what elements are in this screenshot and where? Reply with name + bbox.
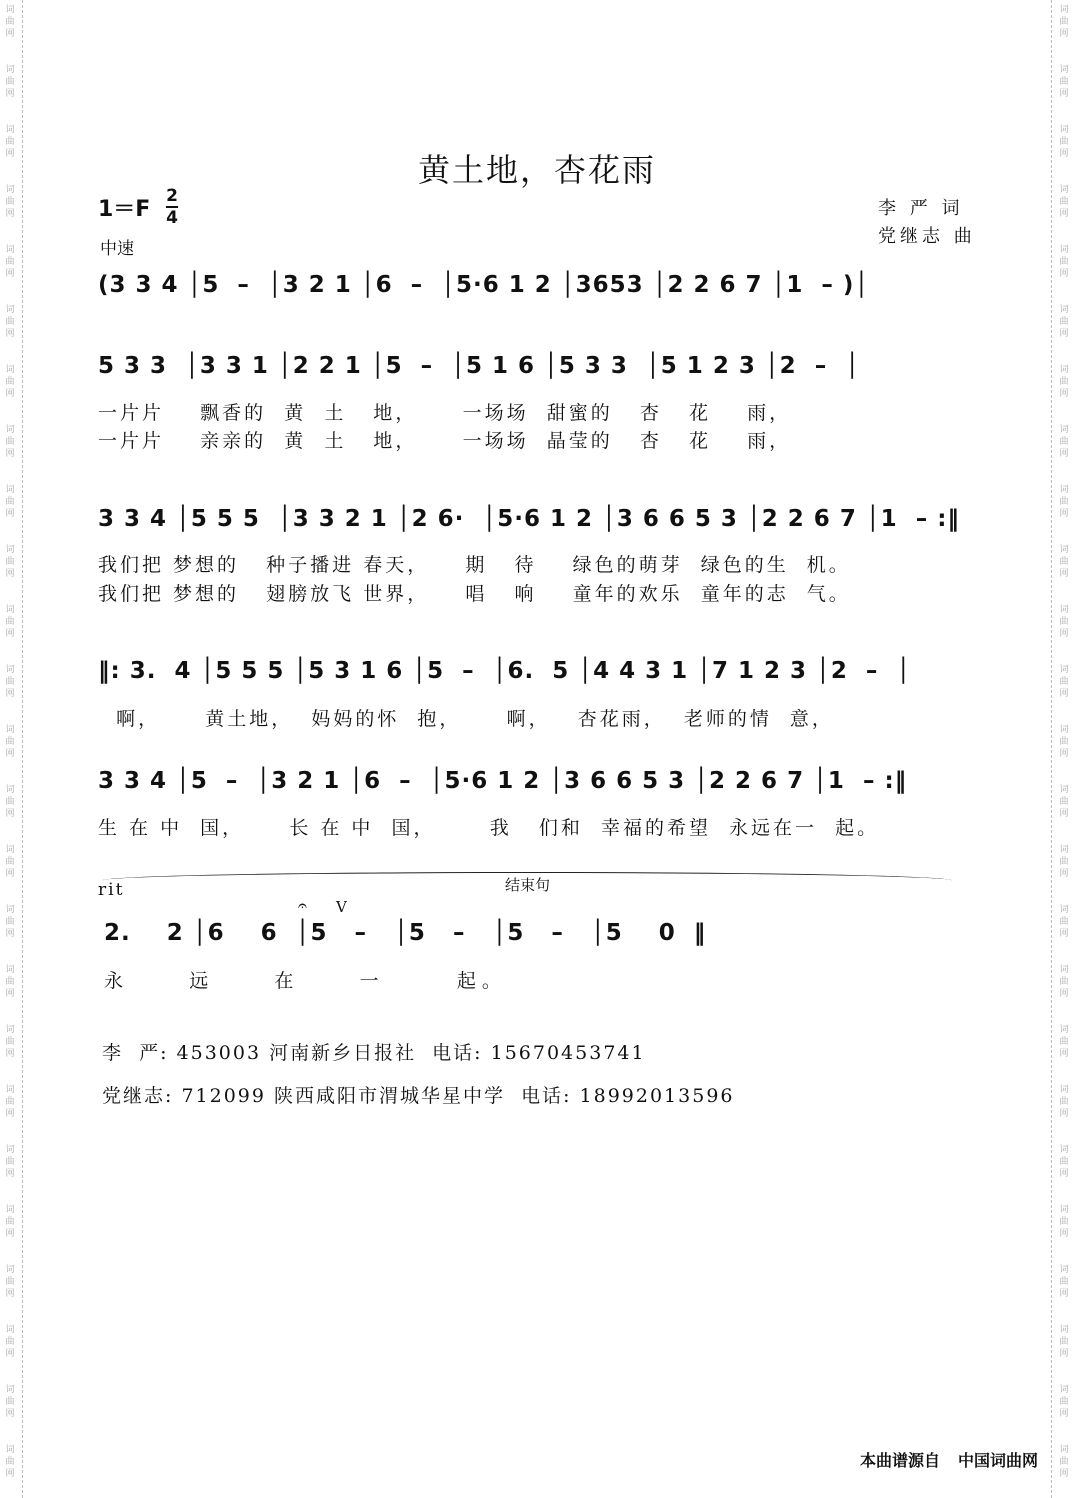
ending-notes: 2. 2 │6 6 │5 – │5 – │5 – │5 0 ‖ <box>104 920 707 946</box>
time-signature <box>166 186 178 228</box>
tempo-marking: 中速 <box>100 239 134 259</box>
source-label: 本曲谱源自 <box>859 1451 940 1470</box>
watermark-right: 词 曲 网 <box>1059 545 1069 579</box>
watermark-left: 词 曲 网 <box>5 1085 15 1119</box>
key-signature: 1＝F <box>98 197 151 222</box>
watermark-left: 词 曲 网 <box>5 965 15 999</box>
watermark-right: 词 曲 网 <box>1059 65 1069 99</box>
ending-label: 结束句 <box>505 876 551 894</box>
intro-notes: (3 3 4 │5 – │3 2 1 │6 – │5·6 1 2 │3653 │2 2 6 7 │1 – )│ <box>98 272 870 298</box>
watermark-left: 词 曲 网 <box>5 665 15 699</box>
watermark-right: 词 曲 网 <box>1059 125 1069 159</box>
watermark-left: 词 曲 网 <box>5 845 15 879</box>
watermark-right: 词 曲 网 <box>1059 1385 1069 1419</box>
watermark-left: 词 曲 网 <box>5 1325 15 1359</box>
chorus-notes: ‖: 3. 4 │5 5 5 │5 3 1 6 │5 – │6. 5 │4 4 3 1 │7 1 2 3 │2 – │ <box>98 658 912 684</box>
watermark-left: 词 曲 网 <box>5 425 15 459</box>
watermark-left: 词 曲 网 <box>5 485 15 519</box>
chorus-lyrics: 啊， 黄土地， 妈妈的怀 抱， 啊， 杏花雨， 老师的情 意， <box>98 708 834 730</box>
ritardando-marking: rit <box>98 880 125 900</box>
time-signature-bottom: 4 <box>166 208 178 228</box>
watermark-right: 词 曲 网 <box>1059 1145 1069 1179</box>
watermark-right: 词 曲 网 <box>1059 1265 1069 1299</box>
watermark-left: 词 曲 网 <box>5 1385 15 1419</box>
verse2-notes: 3 3 4 │5 5 5 │3 3 2 1 │2 6· │5·6 1 2 │3 6 6 5 3 │2 2 6 7 │1 – :‖ <box>98 506 960 532</box>
verse2-lyrics-2: 我们把 梦想的 翅膀放飞 世界， 唱 响 童年的欢乐 童年的志 气。 <box>98 583 851 605</box>
source-site: 中国词曲网 <box>957 1451 1038 1470</box>
watermark-right: 词 曲 网 <box>1059 1085 1069 1119</box>
watermark-left: 词 曲 网 <box>5 1265 15 1299</box>
watermark-left: 词 曲 网 <box>5 1205 15 1239</box>
time-signature-top: 2 <box>166 186 178 206</box>
watermark-left: 词 曲 网 <box>5 305 15 339</box>
watermark-right: 词 曲 网 <box>1059 845 1069 879</box>
watermark-right: 词 曲 网 <box>1059 965 1069 999</box>
watermark-left: 词 曲 网 <box>5 1145 15 1179</box>
watermark-right: 词 曲 网 <box>1059 5 1069 39</box>
source-credit <box>860 1448 1038 1471</box>
breath-mark: V <box>336 898 347 916</box>
contact-lyricist: 李 严: 453003 河南新乡日报社 电话: 15670453741 <box>102 1042 646 1064</box>
watermark-left: 词 曲 网 <box>5 5 15 39</box>
watermark-left: 词 曲 网 <box>5 545 15 579</box>
verse-notes: 5 3 3 │3 3 1 │2 2 1 │5 – │5 1 6 │5 3 3 │5 1 2 3 │2 – │ <box>98 353 861 379</box>
verse-lyrics-2: 一片片 亲亲的 黄 土 地， 一场场 晶莹的 杏 花 雨， <box>98 430 792 452</box>
watermark-right: 词 曲 网 <box>1059 1445 1069 1479</box>
verse2-lyrics-1: 我们把 梦想的 种子播进 春天， 期 待 绿色的萌芽 绿色的生 机。 <box>98 554 851 576</box>
watermark-right: 词 曲 网 <box>1059 785 1069 819</box>
watermark-left: 词 曲 网 <box>5 1445 15 1479</box>
composer-credit: 党继志 曲 <box>878 226 976 247</box>
watermark-right: 词 曲 网 <box>1059 905 1069 939</box>
song-title: 黄土地，杏花雨 <box>417 151 656 189</box>
ending-lyrics: 永 远 在 一 起。 <box>104 970 507 992</box>
watermark-left: 词 曲 网 <box>5 725 15 759</box>
watermark-right: 词 曲 网 <box>1059 485 1069 519</box>
watermark-right: 词 曲 网 <box>1059 1325 1069 1359</box>
watermark-right: 词 曲 网 <box>1059 1025 1069 1059</box>
chorus2-lyrics: 生 在 中 国， 长 在 中 国， 我 们和 幸福的希望 永远在一 起。 <box>98 817 880 839</box>
watermark-right: 词 曲 网 <box>1059 605 1069 639</box>
lyricist-credit: 李 严 词 <box>878 198 964 219</box>
watermark-right: 词 曲 网 <box>1059 425 1069 459</box>
watermark-right: 词 曲 网 <box>1059 185 1069 219</box>
watermark-right: 词 曲 网 <box>1059 305 1069 339</box>
watermark-left: 词 曲 网 <box>5 365 15 399</box>
chorus2-notes: 3 3 4 │5 – │3 2 1 │6 – │5·6 1 2 │3 6 6 5 3 │2 2 6 7 │1 – :‖ <box>98 768 908 794</box>
watermark-left: 词 曲 网 <box>5 785 15 819</box>
verse-lyrics-1: 一片片 飘香的 黄 土 地， 一场场 甜蜜的 杏 花 雨， <box>98 402 792 424</box>
watermark-right: 词 曲 网 <box>1059 365 1069 399</box>
contact-composer: 党继志: 712099 陕西咸阳市渭城华星中学 电话: 18992013596 <box>102 1085 735 1107</box>
fermata-icon: 𝄐 <box>298 896 307 915</box>
watermark-left: 词 曲 网 <box>5 125 15 159</box>
watermark-left: 词 曲 网 <box>5 185 15 219</box>
watermark-left: 词 曲 网 <box>5 65 15 99</box>
watermark-left: 词 曲 网 <box>5 245 15 279</box>
watermark-right: 词 曲 网 <box>1059 245 1069 279</box>
watermark-right: 词 曲 网 <box>1059 665 1069 699</box>
watermark-right: 词 曲 网 <box>1059 725 1069 759</box>
watermark-left: 词 曲 网 <box>5 1025 15 1059</box>
watermark-right: 词 曲 网 <box>1059 1205 1069 1239</box>
watermark-left: 词 曲 网 <box>5 905 15 939</box>
watermark-left: 词 曲 网 <box>5 605 15 639</box>
